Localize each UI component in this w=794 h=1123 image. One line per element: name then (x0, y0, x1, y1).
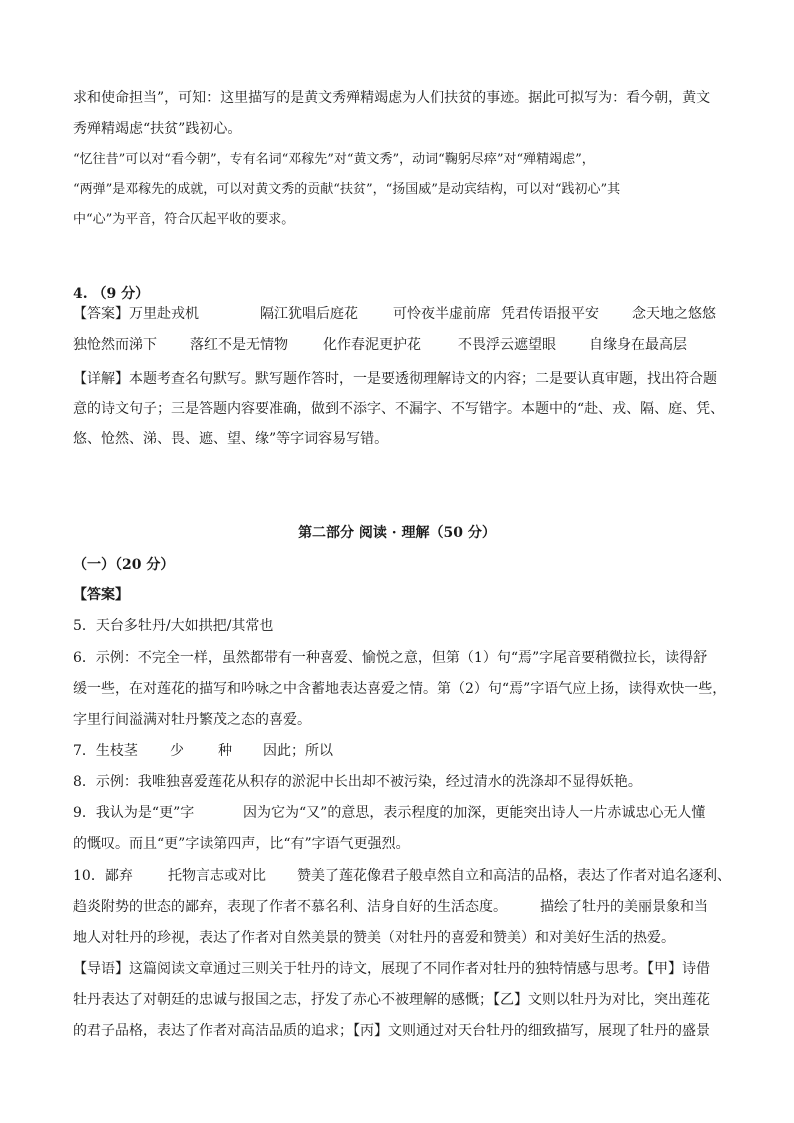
q3-text-line: “忆往昔”可以对“看今朝”，专有名词“邓稼先”对“黄文秀”，动词“鞠躬尽瘁”对“殚精竭虑”， (73, 152, 595, 167)
section-title: 第二部分 阅读 · 理解（50 分） (298, 525, 496, 541)
answer-item: 趋炎附势的世态的鄙弃，表现了作者不慕名利、洁身自好的生活态度。 (73, 899, 507, 915)
answer-heading: 【答案】 (73, 587, 129, 603)
answer-6-line: 缓一些，在对莲花的描写和吟咏之中含蓄地表达喜爱之情。第（2）句“焉”字语气应上扬，读得欢快一些， (73, 681, 727, 697)
q4-detail-line: 意的诗文句子；三是答题内容要准确，做到不添字、不漏字、不写错字。本题中的“赴、戎、隔、庭、凭、 (73, 401, 725, 417)
answer-tag: 【答案】 (73, 306, 129, 322)
answer-item: 赞美了莲花像君子般卓然自立和高洁的品格，表达了作者对追名逐利、 (297, 868, 731, 884)
answer-item: 因此；所以 (263, 743, 333, 759)
answer-item: 10．鄙弃 (73, 868, 133, 884)
q4-detail-line: 【详解】本题考查名句默写。默写题作答时，一是要透彻理解诗文的内容；二是要认真审题，找出符合题 (73, 371, 717, 387)
q4-answer-row (73, 335, 753, 355)
answer-item: 隔江犹唱后庭花 (260, 306, 358, 322)
answer-item: 可怜夜半虚前席 (393, 306, 491, 322)
answer-10-line (73, 866, 753, 886)
q4-answer-row (73, 304, 753, 324)
guide-line: 【导语】这篇阅读文章通过三则关于牡丹的诗文，展现了不同作者对牡丹的独特情感与思考。【甲】诗借 (73, 961, 710, 977)
answer-item: 万里赴戎机 (129, 306, 199, 322)
answer-5: 5．天台多牡丹/大如拱把/其常也 (73, 618, 274, 634)
answer-10-line (73, 897, 753, 917)
answer-9-line (73, 803, 753, 823)
answer-item: 化作春泥更护花 (323, 337, 421, 353)
answer-item: 落红不是无情物 (190, 337, 288, 353)
answer-6-line: 字里行间溢满对牡丹繁茂之态的喜爱。 (73, 712, 311, 728)
answer-item: 种 (218, 743, 232, 759)
guide-line: 牡丹表达了对朝廷的忠诚与报国之志，抒发了赤心不被理解的感慨；【乙】文则以牡丹为对比，突出莲花 (73, 992, 710, 1008)
answer-item: 少 (170, 743, 184, 759)
subsection-title: （一）（20 分） (73, 557, 175, 573)
q3-text-line: 求和使命担当”，可知：这里描写的是黄文秀殚精竭虑为人们扶贫的事迹。据此可拟写为：看今朝，黄文 (73, 90, 711, 106)
answer-item: 独怆然而涕下 (73, 337, 157, 353)
answer-item: 7．生枝茎 (73, 743, 138, 759)
answer-10-line: 地人对牡丹的珍视，表达了作者对自然美景的赞美（对牡丹的喜爱和赞美）和对美好生活的热爱。 (73, 930, 675, 946)
q4-detail-line: 悠、怆然、涕、畏、遮、望、缘”等字词容易写错。 (73, 431, 389, 447)
q3-text-line: 中“心”为平音，符合仄起平收的要求。 (73, 212, 295, 227)
guide-line: 的君子品格，表达了作者对高洁品质的追求；【丙】文则通过对天台牡丹的细致描写，展现了牡丹的盛景 (73, 1023, 710, 1039)
answer-item: 因为它为“又”的意思，表示程度的加深，更能突出诗人一片赤诚忠心无人懂 (243, 805, 706, 821)
q3-text-line: 秀殚精竭虑“扶贫”践初心。 (73, 121, 242, 137)
answer-9-line: 的慨叹。而且“更”字读第四声，比“有”字语气更强烈。 (73, 836, 410, 852)
q3-text-line: “两弹”是邓稼先的成就，可以对黄文秀的贡献“扶贫”，“扬国威”是动宾结构，可以对“践初心”其 (73, 182, 621, 197)
answer-6-line: 6．示例：不完全一样，虽然都带有一种喜爱、愉悦之意，但第（1）句“焉”字尾音要稍微拉长，读得舒 (73, 650, 708, 666)
answer-item: 9．我认为是“更”字 (73, 805, 195, 821)
answer-8: 8．示例：我唯独喜爱莲花从积存的淤泥中长出却不被污染，经过清水的洗涤却不显得妖艳。 (73, 774, 642, 790)
answer-item: 自缘身在最高层 (589, 337, 687, 353)
answer-item: 托物言志或对比 (168, 868, 266, 884)
answer-item: 念天地之悠悠 (632, 306, 716, 322)
answer-7 (73, 741, 473, 761)
answer-item: 凭君传语报平安 (501, 306, 599, 322)
q4-heading: 4. （9 分） (73, 286, 150, 302)
answer-item: 描绘了牡丹的美丽景象和当 (540, 899, 708, 915)
answer-item: 不畏浮云遮望眼 (458, 337, 556, 353)
